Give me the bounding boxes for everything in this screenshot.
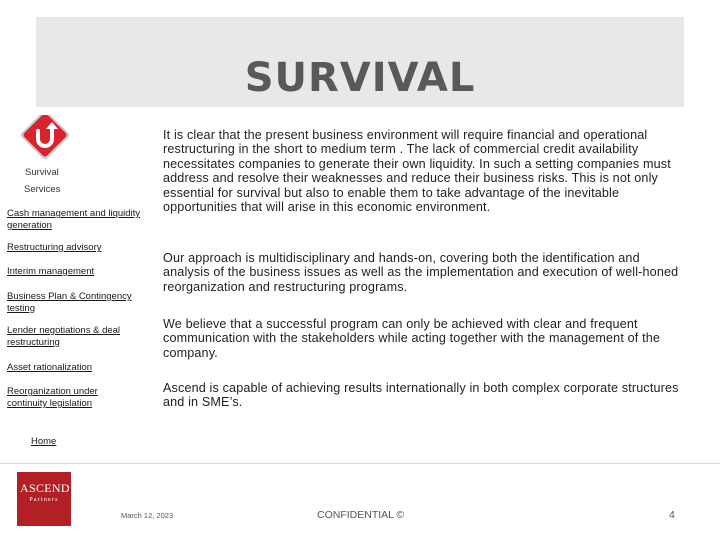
footer-confidential: CONFIDENTIAL © — [317, 509, 405, 521]
ascend-logo — [17, 472, 71, 526]
slide-title: SURVIVAL — [244, 55, 476, 101]
logo-sub-text: Partners — [29, 497, 59, 503]
services-label: Services — [24, 184, 61, 195]
link-lender-negotiations[interactable]: Lender negotiations & deal restructuring — [7, 325, 121, 348]
survival-label: Survival — [25, 167, 59, 178]
link-business-plan[interactable]: Business Plan & Contingency testing — [7, 291, 132, 314]
paragraph-ascend: Ascend is capable of achieving results internationally in both complex corporate structures and in SME’s. — [163, 381, 679, 410]
paragraph-communication: We believe that a successful program can only be achieved with clear and frequent communication with the stakeholders while acting together with the management of the company. — [163, 317, 661, 360]
logo-main-text: ASCEND — [20, 481, 70, 495]
paragraph-approach: Our approach is multidisciplinary and hands-on, covering both the identification and analysis of the business issues as well as the implementation and execution of well-honed reorganization and restructuring programs. — [163, 251, 679, 294]
link-interim-management[interactable]: Interim management — [7, 266, 95, 277]
title-band — [36, 17, 684, 107]
link-cash-management[interactable]: Cash management and liquidity generation — [7, 208, 141, 231]
link-reorganization[interactable]: Reorganization under continuity legislation — [7, 386, 98, 409]
link-asset-rationalization[interactable]: Asset rationalization — [7, 362, 93, 373]
survival-u-turn-icon — [17, 115, 73, 165]
footer-date: March 12, 2023 — [121, 511, 174, 520]
paragraph-intro: It is clear that the present business environment will require financial and operational restructuring in the short to medium term . The lack of commercial credit availability necessitates companies to generate their own liquidity. In such a setting companies must address and resolve their weaknesses and reduce their business risks. This is not only essential for survival but also to enable them to take advantage of the inevitable opportunities that will arise in this economic environment. — [163, 128, 671, 215]
page-number: 4 — [669, 509, 675, 521]
home-link[interactable]: Home — [31, 436, 57, 447]
footer-divider — [0, 463, 720, 464]
link-restructuring-advisory[interactable]: Restructuring advisory — [7, 242, 102, 253]
